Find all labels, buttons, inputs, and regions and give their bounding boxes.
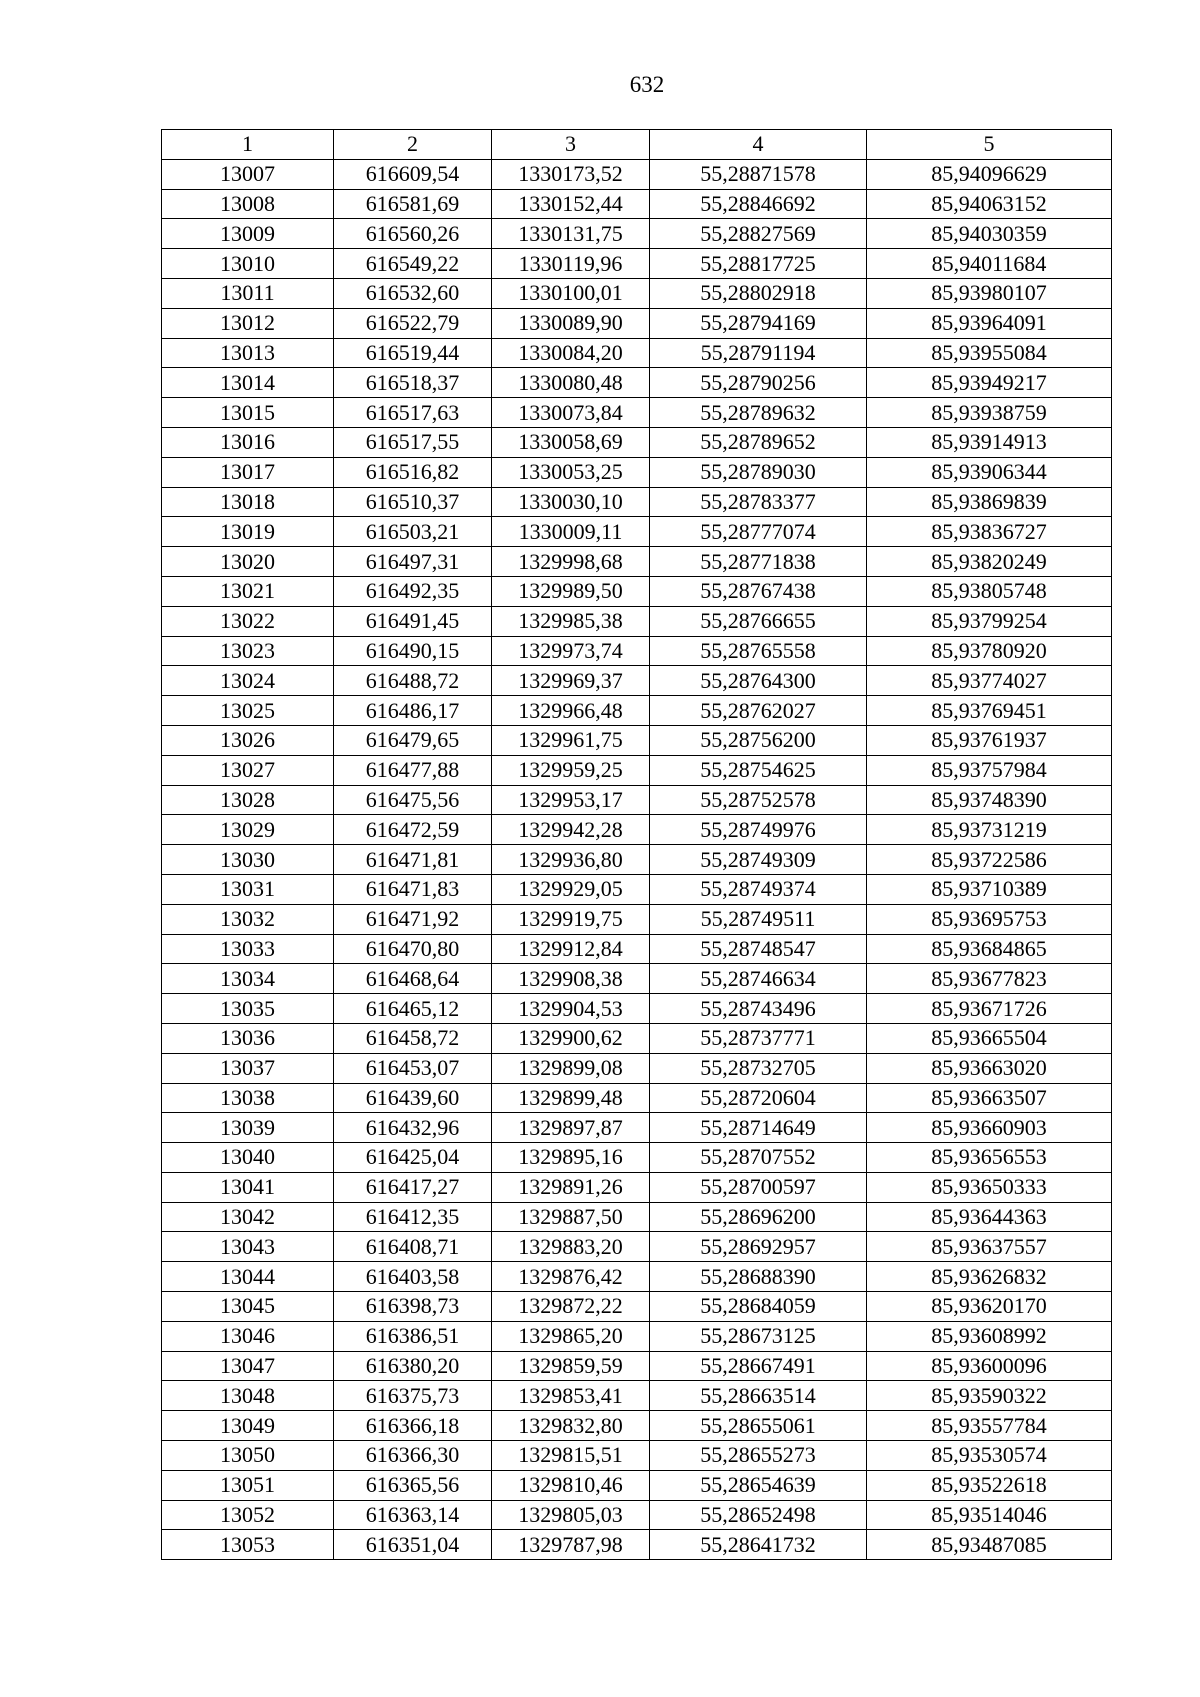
table-cell-col-4: 55,28688390 <box>650 1262 867 1292</box>
table-row <box>162 1441 1112 1471</box>
table-cell-col-4: 55,28754625 <box>650 755 867 785</box>
table-cell-col-3: 1329876,42 <box>492 1262 650 1292</box>
table-cell-col-1: 13040 <box>162 1143 334 1173</box>
table-cell-col-5: 85,93530574 <box>867 1441 1112 1471</box>
table-cell-col-3: 1329872,22 <box>492 1292 650 1322</box>
table-cell-col-3: 1329969,37 <box>492 666 650 696</box>
table-cell-col-2: 616522,79 <box>334 308 492 338</box>
table-cell-col-1: 13026 <box>162 725 334 755</box>
table-cell-col-5: 85,93799254 <box>867 606 1112 636</box>
table-cell-col-1: 13018 <box>162 487 334 517</box>
table-row <box>162 815 1112 845</box>
table-cell-col-2: 616471,81 <box>334 845 492 875</box>
table-cell-col-5: 85,93684865 <box>867 934 1112 964</box>
table-cell-col-4: 55,28871578 <box>650 159 867 189</box>
table-cell-col-4: 55,28790256 <box>650 368 867 398</box>
table-cell-col-4: 55,28641732 <box>650 1530 867 1560</box>
table-cell-col-4: 55,28749976 <box>650 815 867 845</box>
table-cell-col-1: 13043 <box>162 1232 334 1262</box>
table-cell-col-1: 13041 <box>162 1172 334 1202</box>
table-cell-col-4: 55,28663514 <box>650 1381 867 1411</box>
table-cell-col-2: 616549,22 <box>334 249 492 279</box>
table-cell-col-4: 55,28743496 <box>650 994 867 1024</box>
table-cell-col-3: 1330073,84 <box>492 398 650 428</box>
table-cell-col-2: 616468,64 <box>334 964 492 994</box>
table-cell-col-2: 616475,56 <box>334 785 492 815</box>
table-cell-col-1: 13013 <box>162 338 334 368</box>
table-cell-col-4: 55,28846692 <box>650 189 867 219</box>
table-cell-col-5: 85,93514046 <box>867 1500 1112 1530</box>
table-cell-col-2: 616560,26 <box>334 219 492 249</box>
table-row <box>162 576 1112 606</box>
table-row <box>162 1143 1112 1173</box>
table-cell-col-4: 55,28692957 <box>650 1232 867 1262</box>
table-cell-col-5: 85,94030359 <box>867 219 1112 249</box>
table-cell-col-3: 1329908,38 <box>492 964 650 994</box>
table-cell-col-1: 13032 <box>162 904 334 934</box>
table-cell-col-3: 1329787,98 <box>492 1530 650 1560</box>
table-row <box>162 457 1112 487</box>
table-cell-col-1: 13047 <box>162 1351 334 1381</box>
table-cell-col-4: 55,28655273 <box>650 1441 867 1471</box>
table-cell-col-1: 13011 <box>162 278 334 308</box>
table-cell-col-1: 13021 <box>162 576 334 606</box>
table-cell-col-2: 616351,04 <box>334 1530 492 1560</box>
table-cell-col-1: 13033 <box>162 934 334 964</box>
table-row <box>162 1500 1112 1530</box>
table-cell-col-5: 85,93608992 <box>867 1321 1112 1351</box>
table-row <box>162 1023 1112 1053</box>
table-cell-col-5: 85,93836727 <box>867 517 1112 547</box>
table-cell-col-4: 55,28654639 <box>650 1470 867 1500</box>
table-cell-col-2: 616471,83 <box>334 874 492 904</box>
table-row <box>162 249 1112 279</box>
table-row <box>162 1202 1112 1232</box>
column-header-5: 5 <box>867 130 1112 160</box>
table-row <box>162 338 1112 368</box>
table-cell-col-3: 1330084,20 <box>492 338 650 368</box>
table-row <box>162 1470 1112 1500</box>
table-row <box>162 308 1112 338</box>
table-cell-col-5: 85,94096629 <box>867 159 1112 189</box>
table-cell-col-4: 55,28700597 <box>650 1172 867 1202</box>
table-cell-col-4: 55,28749374 <box>650 874 867 904</box>
table-row <box>162 994 1112 1024</box>
table-row <box>162 934 1112 964</box>
table-row <box>162 487 1112 517</box>
table-cell-col-4: 55,28732705 <box>650 1053 867 1083</box>
table-cell-col-4: 55,28673125 <box>650 1321 867 1351</box>
table-cell-col-2: 616470,80 <box>334 934 492 964</box>
table-row <box>162 1262 1112 1292</box>
table-cell-col-5: 85,93914913 <box>867 427 1112 457</box>
table-cell-col-1: 13027 <box>162 755 334 785</box>
table-cell-col-5: 85,93805748 <box>867 576 1112 606</box>
table-cell-col-5: 85,93522618 <box>867 1470 1112 1500</box>
table-cell-col-1: 13039 <box>162 1113 334 1143</box>
table-cell-col-1: 13024 <box>162 666 334 696</box>
table-cell-col-2: 616532,60 <box>334 278 492 308</box>
table-cell-col-4: 55,28707552 <box>650 1143 867 1173</box>
table-cell-col-2: 616403,58 <box>334 1262 492 1292</box>
table-cell-col-1: 13008 <box>162 189 334 219</box>
table-cell-col-5: 85,93955084 <box>867 338 1112 368</box>
table-cell-col-5: 85,94063152 <box>867 189 1112 219</box>
table-cell-col-4: 55,28791194 <box>650 338 867 368</box>
table-row <box>162 219 1112 249</box>
table-cell-col-1: 13048 <box>162 1381 334 1411</box>
table-cell-col-4: 55,28764300 <box>650 666 867 696</box>
table-row <box>162 964 1112 994</box>
table-cell-col-3: 1329887,50 <box>492 1202 650 1232</box>
table-cell-col-5: 85,93620170 <box>867 1292 1112 1322</box>
table-cell-col-4: 55,28766655 <box>650 606 867 636</box>
table-row <box>162 1113 1112 1143</box>
table-row <box>162 1172 1112 1202</box>
table-cell-col-4: 55,28746634 <box>650 964 867 994</box>
table-cell-col-3: 1329929,05 <box>492 874 650 904</box>
table-cell-col-3: 1329942,28 <box>492 815 650 845</box>
table-cell-col-1: 13007 <box>162 159 334 189</box>
table-cell-col-5: 85,93644363 <box>867 1202 1112 1232</box>
table-cell-col-1: 13015 <box>162 398 334 428</box>
table-cell-col-5: 85,94011684 <box>867 249 1112 279</box>
table-body <box>162 159 1112 1559</box>
table-cell-col-5: 85,93722586 <box>867 845 1112 875</box>
table-row <box>162 666 1112 696</box>
table-cell-col-2: 616465,12 <box>334 994 492 1024</box>
table-cell-col-4: 55,28789652 <box>650 427 867 457</box>
table-cell-col-2: 616518,37 <box>334 368 492 398</box>
table-cell-col-5: 85,93626832 <box>867 1262 1112 1292</box>
table-cell-col-4: 55,28802918 <box>650 278 867 308</box>
table-cell-col-4: 55,28827569 <box>650 219 867 249</box>
table-cell-col-1: 13052 <box>162 1500 334 1530</box>
table-cell-col-5: 85,93677823 <box>867 964 1112 994</box>
table-cell-col-2: 616503,21 <box>334 517 492 547</box>
table-cell-col-4: 55,28777074 <box>650 517 867 547</box>
table-cell-col-3: 1329985,38 <box>492 606 650 636</box>
table-cell-col-5: 85,93663020 <box>867 1053 1112 1083</box>
table-cell-col-1: 13036 <box>162 1023 334 1053</box>
table-cell-col-2: 616477,88 <box>334 755 492 785</box>
table-cell-col-2: 616432,96 <box>334 1113 492 1143</box>
table-cell-col-5: 85,93748390 <box>867 785 1112 815</box>
table-cell-col-1: 13049 <box>162 1411 334 1441</box>
table-cell-col-2: 616510,37 <box>334 487 492 517</box>
table-cell-col-1: 13022 <box>162 606 334 636</box>
page-number: 632 <box>629 72 665 97</box>
table-cell-col-4: 55,28794169 <box>650 308 867 338</box>
table-cell-col-4: 55,28749511 <box>650 904 867 934</box>
table-cell-col-5: 85,93671726 <box>867 994 1112 1024</box>
table-cell-col-3: 1330131,75 <box>492 219 650 249</box>
table-cell-col-5: 85,93761937 <box>867 725 1112 755</box>
table-cell-col-3: 1329900,62 <box>492 1023 650 1053</box>
table-cell-col-5: 85,93964091 <box>867 308 1112 338</box>
table-cell-col-2: 616492,35 <box>334 576 492 606</box>
table-cell-col-1: 13014 <box>162 368 334 398</box>
table-cell-col-2: 616366,18 <box>334 1411 492 1441</box>
table-cell-col-5: 85,93869839 <box>867 487 1112 517</box>
table-row <box>162 845 1112 875</box>
table-cell-col-1: 13042 <box>162 1202 334 1232</box>
table-header <box>162 130 1112 160</box>
table-row <box>162 189 1112 219</box>
table-cell-col-1: 13030 <box>162 845 334 875</box>
table-cell-col-3: 1330053,25 <box>492 457 650 487</box>
table-cell-col-4: 55,28720604 <box>650 1083 867 1113</box>
column-header-4: 4 <box>650 130 867 160</box>
table-cell-col-2: 616425,04 <box>334 1143 492 1173</box>
table-row <box>162 368 1112 398</box>
table-cell-col-3: 1329810,46 <box>492 1470 650 1500</box>
table-cell-col-3: 1329832,80 <box>492 1411 650 1441</box>
table-cell-col-3: 1330009,11 <box>492 517 650 547</box>
table-cell-col-2: 616479,65 <box>334 725 492 755</box>
table-cell-col-3: 1330152,44 <box>492 189 650 219</box>
table-cell-col-5: 85,93780920 <box>867 636 1112 666</box>
table-cell-col-2: 616366,30 <box>334 1441 492 1471</box>
table-cell-col-2: 616472,59 <box>334 815 492 845</box>
table-cell-col-4: 55,28783377 <box>650 487 867 517</box>
table-cell-col-1: 13009 <box>162 219 334 249</box>
table-cell-col-4: 55,28771838 <box>650 547 867 577</box>
table-row <box>162 696 1112 726</box>
table-cell-col-1: 13029 <box>162 815 334 845</box>
column-header-3: 3 <box>492 130 650 160</box>
table-cell-col-2: 616490,15 <box>334 636 492 666</box>
table-row <box>162 398 1112 428</box>
table-cell-col-3: 1330100,01 <box>492 278 650 308</box>
table-cell-col-5: 85,93769451 <box>867 696 1112 726</box>
table-cell-col-4: 55,28655061 <box>650 1411 867 1441</box>
table-cell-col-5: 85,93557784 <box>867 1411 1112 1441</box>
table-row <box>162 755 1112 785</box>
table-cell-col-3: 1330173,52 <box>492 159 650 189</box>
table-cell-col-2: 616365,56 <box>334 1470 492 1500</box>
table-cell-col-4: 55,28652498 <box>650 1500 867 1530</box>
table-cell-col-2: 616609,54 <box>334 159 492 189</box>
table-row <box>162 606 1112 636</box>
table-cell-col-1: 13050 <box>162 1441 334 1471</box>
table-row <box>162 1530 1112 1560</box>
table-cell-col-4: 55,28749309 <box>650 845 867 875</box>
table-cell-col-5: 85,93774027 <box>867 666 1112 696</box>
table-row <box>162 547 1112 577</box>
header-row <box>162 130 1112 160</box>
table-row <box>162 1053 1112 1083</box>
table-cell-col-5: 85,93980107 <box>867 278 1112 308</box>
table-cell-col-1: 13010 <box>162 249 334 279</box>
table-cell-col-3: 1329989,50 <box>492 576 650 606</box>
table-cell-col-1: 13017 <box>162 457 334 487</box>
table-cell-col-1: 13028 <box>162 785 334 815</box>
table-cell-col-3: 1329883,20 <box>492 1232 650 1262</box>
table-cell-col-3: 1329919,75 <box>492 904 650 934</box>
table-cell-col-4: 55,28765558 <box>650 636 867 666</box>
table-cell-col-4: 55,28767438 <box>650 576 867 606</box>
table-cell-col-5: 85,93820249 <box>867 547 1112 577</box>
table-cell-col-3: 1330089,90 <box>492 308 650 338</box>
table-cell-col-2: 616417,27 <box>334 1172 492 1202</box>
table-cell-col-5: 85,93650333 <box>867 1172 1112 1202</box>
table-row <box>162 725 1112 755</box>
table-cell-col-5: 85,93487085 <box>867 1530 1112 1560</box>
table-cell-col-5: 85,93695753 <box>867 904 1112 934</box>
table-cell-col-3: 1330119,96 <box>492 249 650 279</box>
table-cell-col-5: 85,93660903 <box>867 1113 1112 1143</box>
table-cell-col-5: 85,93757984 <box>867 755 1112 785</box>
table-cell-col-2: 616471,92 <box>334 904 492 934</box>
table-cell-col-2: 616375,73 <box>334 1381 492 1411</box>
table-row <box>162 636 1112 666</box>
table-cell-col-2: 616363,14 <box>334 1500 492 1530</box>
table-cell-col-1: 13053 <box>162 1530 334 1560</box>
table-row <box>162 1351 1112 1381</box>
table-cell-col-2: 616517,55 <box>334 427 492 457</box>
table-cell-col-5: 85,93665504 <box>867 1023 1112 1053</box>
table-cell-col-3: 1329805,03 <box>492 1500 650 1530</box>
table-cell-col-5: 85,93949217 <box>867 368 1112 398</box>
table-cell-col-2: 616398,73 <box>334 1292 492 1322</box>
table-cell-col-5: 85,93600096 <box>867 1351 1112 1381</box>
table-cell-col-2: 616519,44 <box>334 338 492 368</box>
table-row <box>162 278 1112 308</box>
table-cell-col-1: 13019 <box>162 517 334 547</box>
table-cell-col-5: 85,93906344 <box>867 457 1112 487</box>
table-cell-col-3: 1329859,59 <box>492 1351 650 1381</box>
table-row <box>162 1292 1112 1322</box>
table-row <box>162 785 1112 815</box>
table-cell-col-4: 55,28696200 <box>650 1202 867 1232</box>
table-cell-col-3: 1329865,20 <box>492 1321 650 1351</box>
table-cell-col-2: 616408,71 <box>334 1232 492 1262</box>
table-row <box>162 874 1112 904</box>
table-cell-col-1: 13031 <box>162 874 334 904</box>
table-row <box>162 1321 1112 1351</box>
table-cell-col-3: 1330030,10 <box>492 487 650 517</box>
table-cell-col-2: 616488,72 <box>334 666 492 696</box>
table-cell-col-3: 1329895,16 <box>492 1143 650 1173</box>
table-cell-col-2: 616439,60 <box>334 1083 492 1113</box>
table-cell-col-4: 55,28737771 <box>650 1023 867 1053</box>
table-cell-col-2: 616497,31 <box>334 547 492 577</box>
table-cell-col-3: 1329959,25 <box>492 755 650 785</box>
table-cell-col-4: 55,28817725 <box>650 249 867 279</box>
table-cell-col-2: 616453,07 <box>334 1053 492 1083</box>
table-cell-col-1: 13044 <box>162 1262 334 1292</box>
coordinates-table <box>161 129 1112 1560</box>
table-cell-col-2: 616491,45 <box>334 606 492 636</box>
table-cell-col-5: 85,93637557 <box>867 1232 1112 1262</box>
table-cell-col-1: 13045 <box>162 1292 334 1322</box>
table-cell-col-4: 55,28789632 <box>650 398 867 428</box>
table-row <box>162 427 1112 457</box>
table-cell-col-3: 1329904,53 <box>492 994 650 1024</box>
table-row <box>162 904 1112 934</box>
table-cell-col-3: 1329853,41 <box>492 1381 650 1411</box>
table-cell-col-4: 55,28756200 <box>650 725 867 755</box>
table-cell-col-4: 55,28714649 <box>650 1113 867 1143</box>
table-cell-col-4: 55,28684059 <box>650 1292 867 1322</box>
table-cell-col-3: 1329953,17 <box>492 785 650 815</box>
table-cell-col-5: 85,93938759 <box>867 398 1112 428</box>
table-row <box>162 159 1112 189</box>
table-cell-col-1: 13035 <box>162 994 334 1024</box>
table-cell-col-1: 13038 <box>162 1083 334 1113</box>
table-cell-col-3: 1329912,84 <box>492 934 650 964</box>
table-cell-col-3: 1329961,75 <box>492 725 650 755</box>
table-cell-col-2: 616581,69 <box>334 189 492 219</box>
table-cell-col-3: 1329897,87 <box>492 1113 650 1143</box>
table-cell-col-3: 1329966,48 <box>492 696 650 726</box>
table-cell-col-1: 13023 <box>162 636 334 666</box>
table-cell-col-2: 616386,51 <box>334 1321 492 1351</box>
table-cell-col-3: 1329998,68 <box>492 547 650 577</box>
table-cell-col-5: 85,93656553 <box>867 1143 1112 1173</box>
table-cell-col-2: 616486,17 <box>334 696 492 726</box>
table-cell-col-2: 616516,82 <box>334 457 492 487</box>
column-header-1: 1 <box>162 130 334 160</box>
table-row <box>162 1232 1112 1262</box>
table-cell-col-5: 85,93590322 <box>867 1381 1112 1411</box>
table-cell-col-1: 13037 <box>162 1053 334 1083</box>
table-cell-col-1: 13051 <box>162 1470 334 1500</box>
table-cell-col-1: 13016 <box>162 427 334 457</box>
table-cell-col-5: 85,93710389 <box>867 874 1112 904</box>
table-row <box>162 1411 1112 1441</box>
table-cell-col-4: 55,28748547 <box>650 934 867 964</box>
table-cell-col-5: 85,93663507 <box>867 1083 1112 1113</box>
table-cell-col-1: 13046 <box>162 1321 334 1351</box>
table-row <box>162 1083 1112 1113</box>
table-cell-col-3: 1329899,48 <box>492 1083 650 1113</box>
table-cell-col-2: 616517,63 <box>334 398 492 428</box>
table-cell-col-3: 1329815,51 <box>492 1441 650 1471</box>
table-row <box>162 517 1112 547</box>
table-cell-col-5: 85,93731219 <box>867 815 1112 845</box>
table-cell-col-3: 1329936,80 <box>492 845 650 875</box>
table-cell-col-2: 616412,35 <box>334 1202 492 1232</box>
table-cell-col-2: 616458,72 <box>334 1023 492 1053</box>
table-row <box>162 1381 1112 1411</box>
table-cell-col-4: 55,28762027 <box>650 696 867 726</box>
table-cell-col-4: 55,28789030 <box>650 457 867 487</box>
table-cell-col-1: 13025 <box>162 696 334 726</box>
table-cell-col-4: 55,28667491 <box>650 1351 867 1381</box>
table-cell-col-1: 13012 <box>162 308 334 338</box>
table-cell-col-3: 1329973,74 <box>492 636 650 666</box>
table-cell-col-3: 1330080,48 <box>492 368 650 398</box>
table-cell-col-4: 55,28752578 <box>650 785 867 815</box>
table-cell-col-1: 13034 <box>162 964 334 994</box>
table-cell-col-3: 1330058,69 <box>492 427 650 457</box>
table-cell-col-3: 1329891,26 <box>492 1172 650 1202</box>
table-cell-col-3: 1329899,08 <box>492 1053 650 1083</box>
table-cell-col-2: 616380,20 <box>334 1351 492 1381</box>
column-header-2: 2 <box>334 130 492 160</box>
table-cell-col-1: 13020 <box>162 547 334 577</box>
